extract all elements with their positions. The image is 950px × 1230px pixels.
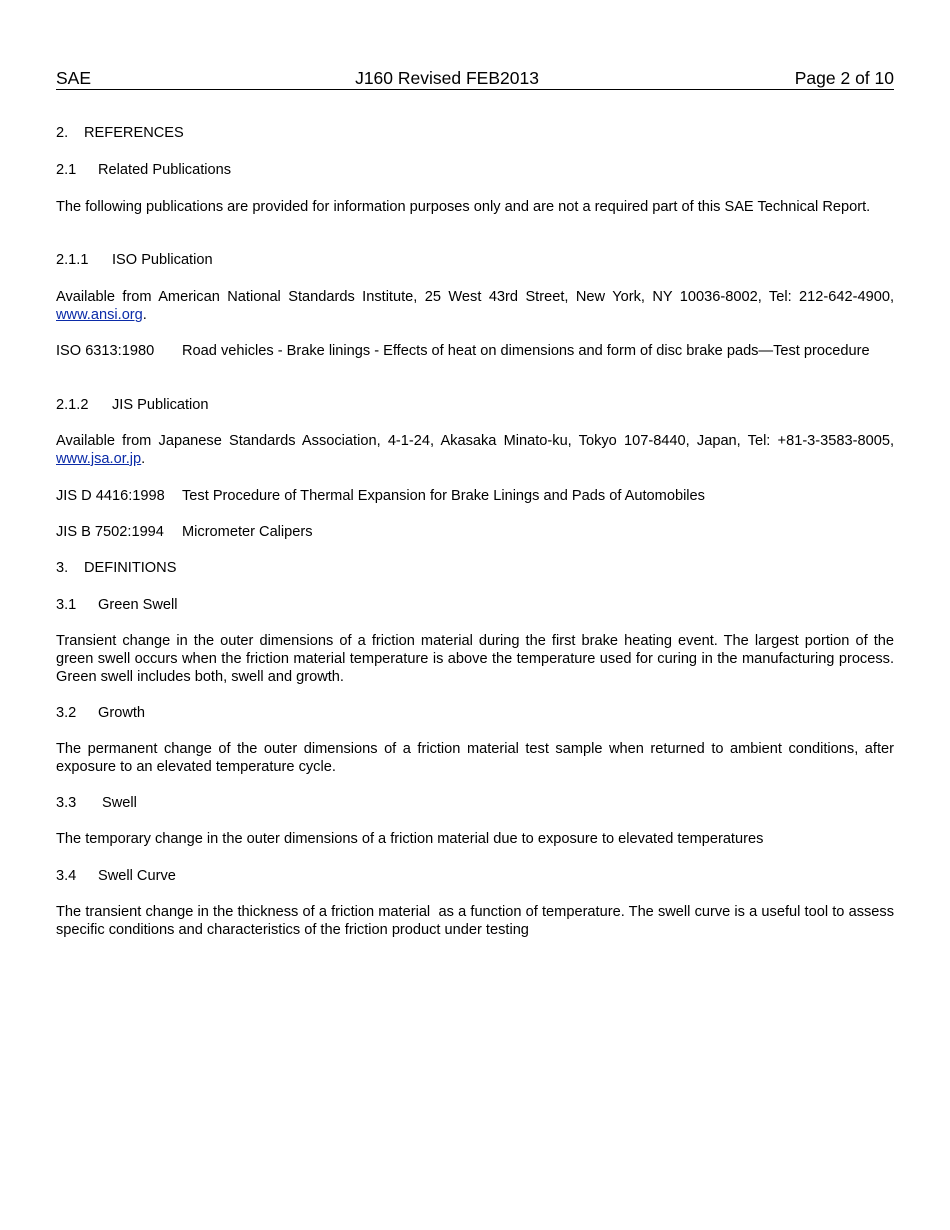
paragraph-jis-availability [56, 432, 894, 468]
section-number: 3.2 [56, 705, 77, 721]
paragraph-text-end: . [141, 451, 146, 467]
paragraph-related-publications: The following publications are provided for information purposes only and are not a required part of this SAE Technical Report. [56, 199, 871, 215]
section-title: ISO Publication [112, 252, 213, 268]
section-number: 2.1.1 [56, 252, 89, 268]
page-header [56, 67, 894, 90]
document-page [56, 0, 899, 1230]
reference-description: Road vehicles - Brake linings - Effects of heat on dimensions and form of disc brake pads—Test procedure [182, 343, 870, 359]
reference-description: Test Procedure of Thermal Expansion for Brake Linings and Pads of Automobiles [182, 488, 705, 504]
section-heading-iso-publication [56, 251, 894, 269]
section-title: Related Publications [98, 162, 232, 178]
section-title: REFERENCES [84, 125, 184, 141]
section-title: Swell [102, 795, 137, 811]
section-heading-swell-curve [56, 867, 894, 885]
section-heading-related-publications [56, 161, 894, 179]
section-heading-green-swell [56, 596, 894, 614]
section-heading-swell [56, 794, 894, 812]
section-title: Green Swell [98, 597, 178, 613]
reference-code: ISO 6313:1980 [56, 343, 155, 359]
paragraph-iso-availability [56, 288, 894, 324]
section-title: Swell Curve [98, 868, 176, 884]
section-number: 3.4 [56, 868, 77, 884]
section-heading-growth [56, 704, 894, 722]
paragraph-swell-curve: The transient change in the thickness of a friction material as a function of temperature. The swell curve is a useful tool to assess specific conditions and characteristics of the friction product under testing [56, 904, 899, 938]
section-number: 3.1 [56, 597, 77, 613]
header-doc-id: J160 Revised FEB2013 [355, 68, 539, 88]
paragraph-swell: The temporary change in the outer dimensions of a friction material due to exposure to elevated temperatures [56, 831, 764, 847]
paragraph-growth: The permanent change of the outer dimensions of a friction material test sample when returned to ambient conditions, after exposure to an elevated temperature cycle. [56, 741, 894, 775]
section-number: 3.3 [56, 795, 77, 811]
reference-description: Micrometer Calipers [182, 524, 313, 540]
header-page-number: Page 2 of 10 [794, 68, 894, 88]
reference-code: JIS D 4416:1998 [56, 488, 165, 504]
paragraph-text-end: . [142, 307, 147, 323]
paragraph-green-swell: Transient change in the outer dimensions of a friction material during the first brake heating event. The largest portion of the green swell occurs when the friction material temperature is above the temperature used for curing in the manufacturing process. Green swell includes both, swell and growth. [56, 633, 894, 685]
reference-code: JIS B 7502:1994 [56, 524, 164, 540]
section-title: DEFINITIONS [84, 560, 177, 576]
jsa-link[interactable]: www.jsa.or.jp [56, 451, 142, 467]
section-number: 2. [56, 125, 69, 141]
reference-row-jis-b-7502 [56, 523, 894, 541]
section-title: Growth [98, 705, 146, 721]
section-heading-jis-publication [56, 396, 894, 414]
section-heading-references [56, 124, 894, 142]
section-heading-definitions [56, 559, 894, 577]
ansi-link[interactable]: www.ansi.org [56, 307, 143, 323]
section-number: 2.1.2 [56, 397, 89, 413]
paragraph-text: Available from Japanese Standards Association, 4-1-24, Akasaka Minato-ku, Tokyo 107-8440, Japan, Tel: +81-3-3583-8005, [56, 433, 894, 449]
header-org: SAE [56, 68, 92, 88]
paragraph-text: Available from American National Standards Institute, 25 West 43rd Street, New York, NY 10036-8002, Tel: 212-642-4900, [56, 289, 894, 305]
reference-row-jis-d-4416 [56, 487, 894, 505]
section-number: 3. [56, 560, 69, 576]
section-number: 2.1 [56, 162, 77, 178]
section-title: JIS Publication [112, 397, 209, 413]
reference-row-iso-6313 [56, 342, 894, 378]
